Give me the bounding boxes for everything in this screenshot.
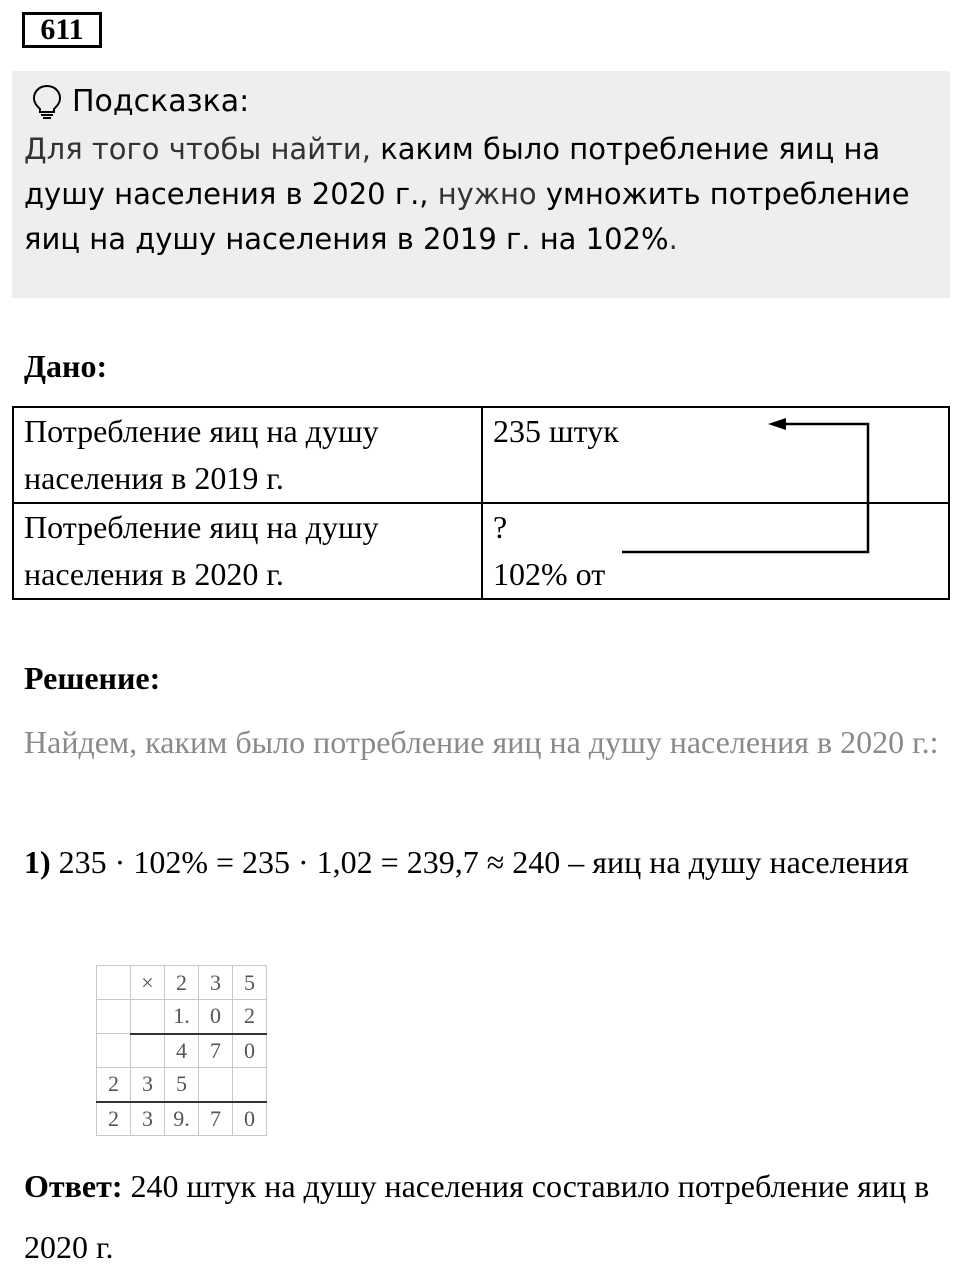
- hint-text: [24, 127, 944, 262]
- grid-cell: [97, 1000, 131, 1034]
- hint-header: [30, 83, 249, 119]
- grid-cell: [199, 1068, 233, 1102]
- hint-text-emphasis: умножить потребление яиц на душу населения в 2019 г. на 102%: [24, 177, 910, 256]
- given-label-cell: Потребление яиц на душу населения в 2019 г.: [13, 407, 482, 503]
- grid-cell: 9.: [165, 1102, 199, 1136]
- grid-cell: 2: [97, 1068, 131, 1102]
- grid-cell: 2: [97, 1102, 131, 1136]
- answer-text: 240 штук на душу населения составило потребление яиц в 2020 г.: [24, 1168, 930, 1265]
- grid-row: [97, 966, 267, 1000]
- grid-cell: [233, 1068, 267, 1102]
- grid-row: [97, 1000, 267, 1034]
- step-text: 235 · 102% = 235 · 1,02 = 239,7 ≈ 240 – яиц на душу населения: [50, 844, 909, 880]
- grid-cell: 0: [199, 1000, 233, 1034]
- grid-cell: 2: [165, 966, 199, 1000]
- grid-cell: 7: [199, 1034, 233, 1068]
- grid-cell: 4: [165, 1034, 199, 1068]
- step-number: 1): [24, 844, 51, 880]
- given-value-cell: [482, 407, 949, 503]
- given-value: 235 штук: [493, 413, 619, 449]
- grid-cell: [97, 1034, 131, 1068]
- grid-cell: 7: [199, 1102, 233, 1136]
- grid-cell: 3: [131, 1068, 165, 1102]
- grid-cell: 3: [199, 966, 233, 1000]
- lightbulb-icon: [30, 83, 64, 119]
- hint-text-part: .: [668, 222, 678, 256]
- hint-text-part: нужно: [428, 177, 546, 211]
- given-value: ?: [493, 509, 508, 545]
- given-table: [12, 406, 950, 600]
- given-heading: Дано:: [24, 348, 108, 384]
- grid-cell: 3: [131, 1102, 165, 1136]
- grid-row: [97, 1034, 267, 1068]
- task-number: 611: [22, 12, 102, 48]
- given-value-cell: [482, 503, 949, 599]
- solution-heading: Решение:: [24, 660, 161, 696]
- hint-title: Подсказка:: [72, 83, 250, 119]
- solution-intro: Найдем, каким было потребление яиц на душу населения в 2020 г.:: [24, 724, 939, 760]
- hint-box: [12, 71, 950, 298]
- grid-cell: 5: [233, 966, 267, 1000]
- grid-row: [97, 1068, 267, 1102]
- grid-cell: [97, 966, 131, 1000]
- answer-label: Ответ:: [24, 1168, 123, 1204]
- grid-row: [97, 1102, 267, 1136]
- grid-cell: 0: [233, 1034, 267, 1068]
- grid-cell: 0: [233, 1102, 267, 1136]
- grid-cell: 2: [233, 1000, 267, 1034]
- hint-text-part: Для того чтобы найти,: [24, 132, 381, 166]
- given-value-extra: 102% от: [493, 556, 606, 592]
- solution-step: [24, 832, 944, 893]
- multiplication-grid: [96, 965, 267, 1136]
- grid-cell: 1.: [165, 1000, 199, 1034]
- table-row: [13, 407, 949, 503]
- grid-cell: [131, 1034, 165, 1068]
- grid-cell: ×: [131, 966, 165, 1000]
- table-row: [13, 503, 949, 599]
- grid-cell: [131, 1000, 165, 1034]
- grid-cell: 5: [165, 1068, 199, 1102]
- answer: [24, 1156, 944, 1278]
- given-label-cell: Потребление яиц на душу населения в 2020 г.: [13, 503, 482, 599]
- hint-text-emphasis: каким было потребление яиц на душу населения в 2020 г.,: [24, 132, 881, 211]
